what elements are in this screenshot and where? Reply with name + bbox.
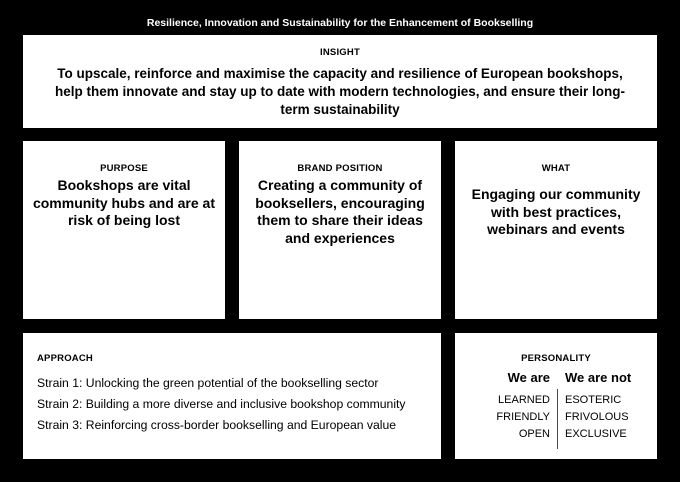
- we-are-not-item: FRIVOLOUS: [565, 411, 629, 423]
- strain-item: Strain 3: Reinforcing cross-border bookselling and European value: [37, 418, 397, 432]
- purpose-text: Bookshops are vital community hubs and are at risk of being lost: [32, 177, 216, 228]
- strain-item: Strain 1: Unlocking the green potential of the bookselling sector: [37, 376, 379, 390]
- page-title: Resilience, Innovation and Sustainability for the Enhancement of Bookselling: [146, 17, 534, 29]
- insight-label: INSIGHT: [320, 47, 360, 58]
- brand-position-card: [239, 141, 441, 319]
- what-card: [455, 141, 657, 319]
- we-are-heading: We are: [507, 370, 550, 385]
- approach-label: APPROACH: [37, 353, 93, 364]
- we-are-not-item: ESOTERIC: [565, 394, 622, 406]
- we-are-item: LEARNED: [498, 394, 550, 406]
- we-are-not-heading: We are not: [565, 370, 632, 385]
- purpose-card: [23, 141, 225, 319]
- personality-divider: [557, 389, 558, 449]
- insight-box: [23, 35, 657, 128]
- purpose-label: PURPOSE: [100, 163, 148, 174]
- insight-text: To upscale, reinforce and maximise the capacity and resilience of European bookshops, help them innovate and stay up to date with modern technologies, and ensure their long-term sustainability: [54, 66, 626, 117]
- brand-position-text: Creating a community of booksellers, encouraging them to share their ideas and experiences: [255, 177, 425, 246]
- we-are-list: [496, 392, 550, 443]
- brand-position-label: BRAND POSITION: [297, 163, 383, 174]
- strain-item: Strain 2: Building a more diverse and inclusive bookshop community: [37, 397, 406, 411]
- we-are-not-item: EXCLUSIVE: [565, 428, 627, 440]
- what-text: Engaging our community with best practices, webinars and events: [471, 186, 641, 237]
- we-are-item: FRIENDLY: [496, 411, 550, 423]
- personality-label: PERSONALITY: [521, 353, 591, 364]
- we-are-item: OPEN: [518, 428, 550, 440]
- approach-box: [23, 333, 441, 459]
- we-are-not-list: [565, 392, 629, 443]
- personality-box: [455, 333, 657, 459]
- what-label: WHAT: [541, 163, 571, 174]
- strain-list: [37, 373, 406, 436]
